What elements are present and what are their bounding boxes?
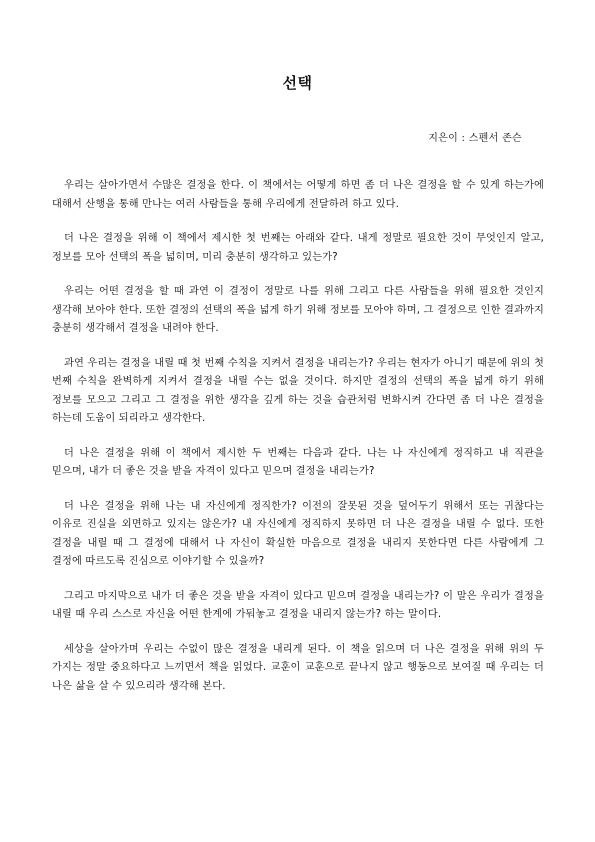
document-title: 선택 [282,74,313,92]
paragraph-2: 더 나은 결정을 위해 이 책에서 제시한 첫 번째는 아래와 같다. 내게 정말로 필요한 것이 무엇인지 알고, 정보를 모아 선택의 폭을 넓히며, 미리 충분히 생각하고 있는가? [52,233,544,263]
paragraph-6: 더 나은 결정을 위해 나는 내 자신에게 정직한가? 이전의 잘못된 것을 덮어두기 위해서 또는 귀찮다는 이유로 진실을 외면하고 있지는 않은가? 내 자신에게 정직하지 못하면 더 나은 결정을 내릴 수 없다. 또한 결정을 내릴 때 그 결정에 대해서 나 자신이 확실한 마음으로 결정을 내리지 못한다면 다른 사람에게 그 결정에 따르도록 진심으로 이야기할 수 있을까? [52,500,544,567]
paragraph-4: 과연 우리는 결정을 내릴 때 첫 번째 수칙을 지켜서 결정을 내리는가? 우리는 현자가 아니기 때문에 위의 첫 번째 수칙을 완벽하게 지켜서 결정을 내릴 수는 없을 것이다. 하지만 결정의 선택의 폭을 넓게 하기 위해 정보를 모으고 그리고 그 결정을 위한 생각을 깊게 하는 것을 습관처럼 변화시켜 간다면 좀 더 나은 결정을 하는데 도움이 되리라고 생각한다. [52,357,544,424]
paragraph-1: 우리는 살아가면서 수많은 결정을 한다. 이 책에서는 어떻게 하면 좀 더 나은 결정을 할 수 있게 하는가에 대해서 산행을 통해 만나는 여러 사람들을 통해 우리에게 전달하려 하고 있다. [52,180,544,210]
author-line: 지은이 : 스펜서 존슨 [428,133,522,144]
paragraph-8: 세상을 살아가며 우리는 수없이 많은 결정을 내리게 된다. 이 책을 읽으며 더 나은 결정을 위해 위의 두 가지는 정말 중요하다고 느끼면서 책을 읽었다. 교훈이 교훈으로 끝나지 않고 행동으로 보여질 때 우리는 더 나은 삶을 살 수 있으리라 생각해 본다. [52,643,544,692]
document-body [52,177,544,712]
paragraph-5: 더 나은 결정을 위해 이 책에서 제시한 두 번째는 다음과 같다. 나는 나 자신에게 정직하고 내 직관을 믿으며, 내가 더 좋은 것을 받을 자격이 있다고 믿으며 결정을 내리는가? [52,447,544,477]
paragraph-3: 우리는 어떤 결정을 할 때 과연 이 결정이 정말로 나를 위해 그리고 다른 사람들을 위해 필요한 것인지 생각해 보아야 한다. 또한 결정의 선택의 폭을 넓게 하기 위해 정보를 모아야 하며, 그 결정으로 인한 결과까지 충분히 생각해서 결정을 내려야 한다. [52,286,544,334]
paragraph-7: 그리고 마지막으로 내가 더 좋은 것을 받을 자격이 있다고 믿으며 결정을 내리는가? 이 말은 우리가 결정을 내릴 때 우리 스스로 자신을 어떤 한계에 가둬놓고 결정을 내리지 않는가? 하는 말이다. [52,590,544,620]
